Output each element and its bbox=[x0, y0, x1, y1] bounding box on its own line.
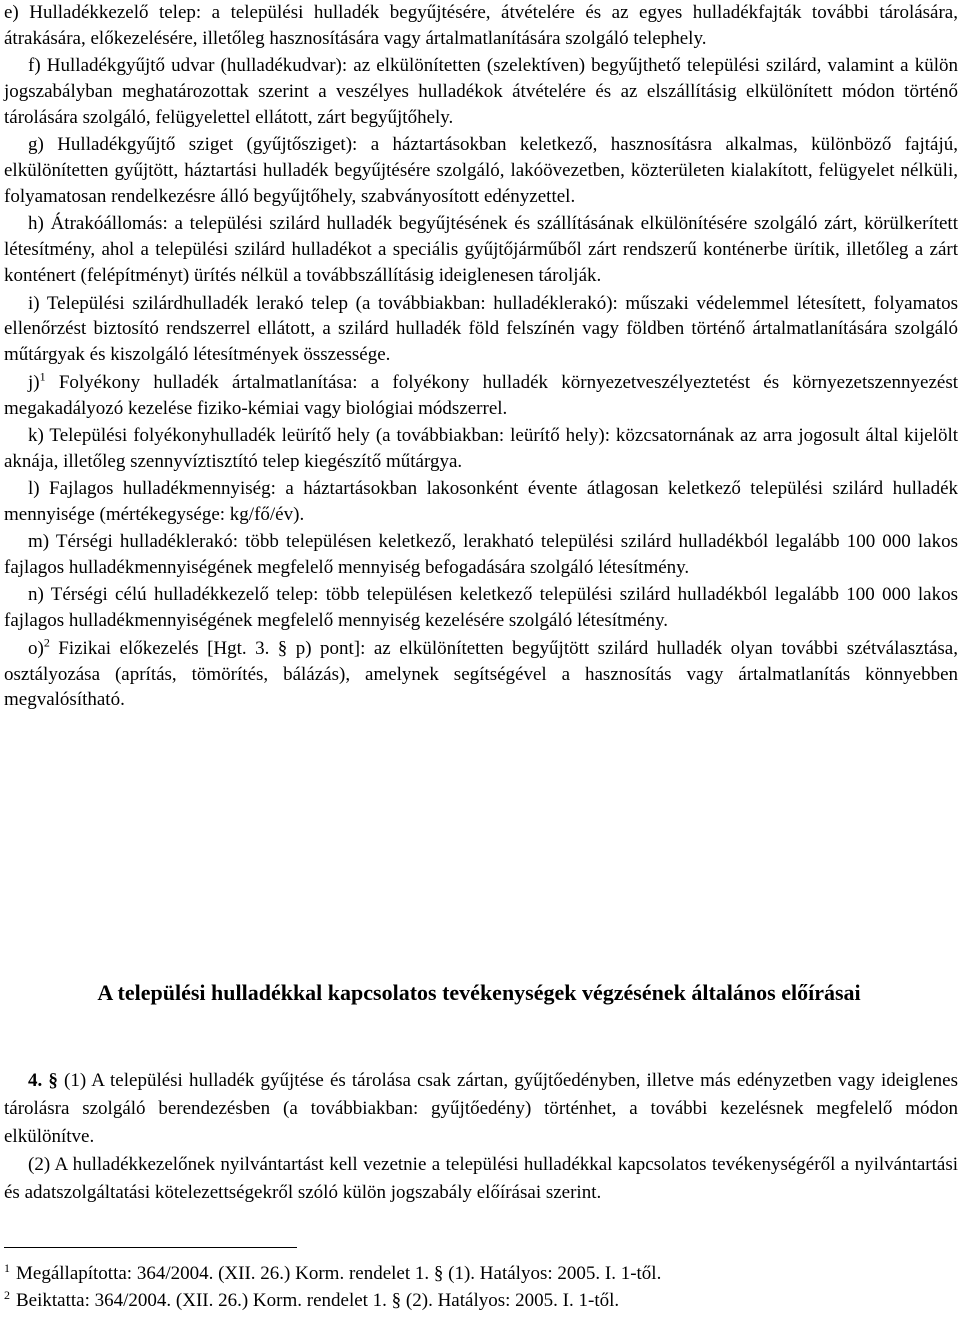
section-4 bbox=[4, 1067, 958, 1207]
definition-list bbox=[4, 0, 958, 713]
footnote-divider bbox=[4, 1247, 297, 1248]
definition-e: e) Hulladékkezelő telep: a települési hulladék begyűjtésére, átvételére és az egyes hulladékfajták további tárolására, átrakására, előkezelésére, illetőleg hasznosítására vagy ártalmatlanítására szolgáló telephely. bbox=[4, 2, 958, 49]
definition-h: h) Átrakóállomás: a települési szilárd hulladék begyűjtésének és szállításának elkülönítésére szolgáló zárt, körülkerített létesítmény, ahol a települési szilárd hulladékot a speciális gyűjtőjárműből zárt rendszerű konténerbe ürítik, illetőleg a zárt konténert (felépítményt) ürítés nélkül a továbbszállításig ideiglenesen tárolják. bbox=[4, 213, 958, 287]
definition-g: g) Hulladékgyűjtő sziget (gyűjtősziget): a háztartásokban keletkező, hasznosításra alkalmas, különböző fajtájú, elkülönítetten gyűjtött, háztartási hulladék begyűjtésére szolgáló, lakóövezetben, közterületen kialakított, felügyelet nélküli, folyamatosan rendelkezésre álló begyűjtőhely, szabványosított edényzettel. bbox=[4, 134, 958, 208]
definition-o bbox=[4, 636, 958, 714]
section-4-paragraph-1-text: (1) A települési hulladék gyűjtése és tárolása csak zártan, gyűjtőedényben, illetve más edényzetben vagy ideiglenes tárolásra szolgáló berendezésben (a továbbiakban: gyűjtőedény) történhet, a további kezelésnek megfelelő módon elkülönítve. bbox=[4, 1070, 958, 1147]
section-4-paragraph-1 bbox=[4, 1067, 958, 1151]
definition-j bbox=[4, 370, 958, 422]
footnote-ref-2[interactable]: 2 bbox=[43, 635, 50, 650]
definition-m: m) Térségi hulladéklerakó: több településen keletkező, lerakható települési szilárd hulladékból legalább 100 000 lakos fajlagos hulladékmennyiségének megfelelő mennyiség befogadására szolgáló létesítmény. bbox=[4, 531, 958, 579]
footnote-text: Beiktatta: 364/2004. (XII. 26.) Korm. rendelet 1. § (2). Hatályos: 2005. I. 1-től. bbox=[16, 1290, 620, 1311]
definition-j-lead: j) bbox=[28, 371, 40, 393]
footnote-mark: 2 bbox=[4, 1287, 10, 1302]
definition-l: l) Fajlagos hulladékmennyiség: a háztartásokban lakosonként évente átlagosan keletkező települési szilárd hulladék mennyisége (mértékegysége: kg/fő/év). bbox=[4, 478, 958, 525]
footnote-mark: 1 bbox=[4, 1260, 10, 1275]
footnote-1 bbox=[4, 1260, 958, 1287]
definition-i: i) Települési szilárdhulladék lerakó telep (a továbbiakban: hulladéklerakó): műszaki védelemmel létesített, folyamatos ellenőrzést biztosító rendszerrel ellátott, a szilárd hulladék föld felszínén vagy földben történő ártalmatlanítására szolgáló műtárgyak és kiszolgáló létesítmények összessége. bbox=[4, 292, 958, 366]
section-4-paragraph-2: (2) A hulladékkezelőnek nyilvántartást kell vezetnie a települési hulladékkal kapcsolatos tevékenységéről a nyilvántartási és adatszolgáltatási kötelezettségekről szóló külön jogszabály előírásai szerint. bbox=[4, 1154, 958, 1203]
footnote-2 bbox=[4, 1287, 958, 1314]
definition-j-text: Folyékony hulladék ártalmatlanítása: a folyékony hulladék környezetveszélyeztetést és környezetszennyezést megakadályozó kezelése fiziko-kémiai vagy biológiai módszerrel. bbox=[4, 371, 958, 419]
definition-n: n) Térségi célú hulladékkezelő telep: több településen keletkező települési szilárd hulladékból legalább 100 000 lakos fajlagos hulladékmennyiségének megfelelő mennyiség kezelésére szolgáló létesítmény. bbox=[4, 584, 958, 632]
section-heading: A települési hulladékkal kapcsolatos tevékenységek végzésének általános előírásai bbox=[97, 980, 861, 1005]
footnote-ref-1[interactable]: 1 bbox=[39, 369, 46, 384]
definition-k: k) Települési folyékonyhulladék leürítő hely (a továbbiakban: leürítő hely): közcsatornának az arra jogosult által kijelölt aknája, illetőleg szennyvíztisztító telep kiegészítő műtárgya. bbox=[4, 424, 958, 472]
document-page bbox=[4, 0, 958, 1311]
definition-o-lead: o) bbox=[28, 637, 44, 659]
definition-o-text: Fizikai előkezelés [Hgt. 3. § p) pont]: az elkülönítetten begyűjtött szilárd hulladék olyan további szétválasztása, osztályozása (aprítás, tömörítés, bálázás), amelynek segítségével a hasznosítás vagy ártalmatlanítás könnyebben megvalósítható. bbox=[4, 637, 958, 711]
definition-f: f) Hulladékgyűjtő udvar (hulladékudvar): az elkülönítetten (szelektíven) begyűjthető települési szilárd, valamint a külön jogszabályban meghatározottak szerint a veszélyes hulladékok átvételére és az elszállításig elkülönített módon történő tárolására szolgáló, felügyelettel ellátott, zárt begyűjtőhely. bbox=[4, 55, 958, 129]
footnote-text: Megállapította: 364/2004. (XII. 26.) Korm. rendelet 1. § (1). Hatályos: 2005. I. 1-től. bbox=[16, 1263, 662, 1284]
footnotes bbox=[4, 1260, 958, 1314]
section-number: 4. § bbox=[28, 1070, 58, 1091]
